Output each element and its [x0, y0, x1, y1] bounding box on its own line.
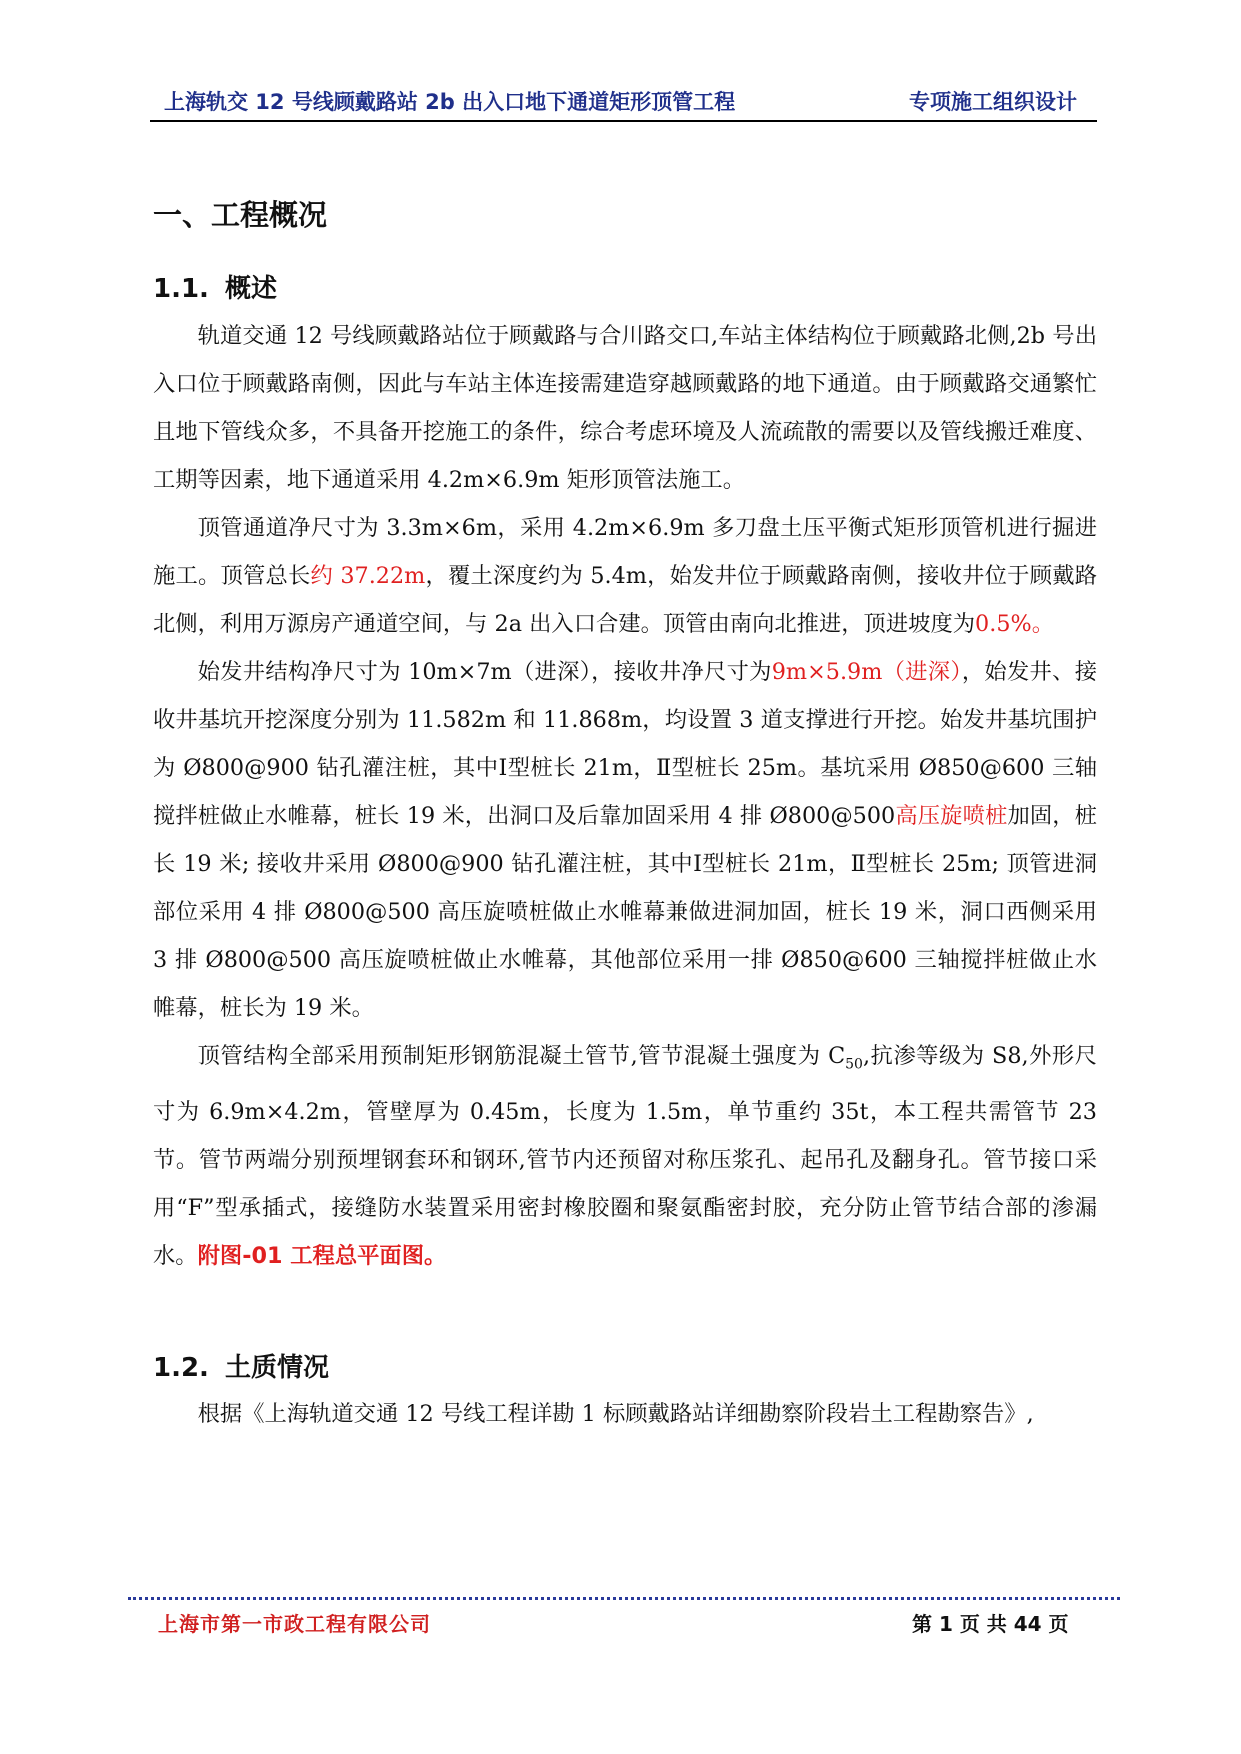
text-run: 轨道交通 12 号线顾戴路站位于顾戴路与合川路交口,车站主体结构位于顾戴路北侧,2b 号出入口位于顾戴路南侧，因此与车站主体连接需建造穿越顾戴路的地下通道。由于顾戴路交通繁忙且地下管线众多，不具备开挖施工的条件，综合考虑环境及人流疏散的需要以及管线搬迁难度、工期等因素，地下通道采用 4.2m×6.9m 矩形顶管法施工。 [153, 323, 1097, 493]
text-run: ,抗渗等级为 S8,外形尺寸为 6.9m×4.2m，管壁厚为 0.45m，长度为 1.5m，单节重约 35t，本工程共需管节 23 节。管节两端分别预埋钢套环和钢环,管节内还预留对称压浆孔、起吊孔及翻身孔。管节接口采用“F”型承插式，接缝防水装置采用密封橡胶圈和聚氨酯密封胶，充分防止管节结合部的渗漏水。 [153, 1043, 1097, 1270]
text-run: 根据《上海轨道交通 12 号线工程详勘 1 标顾戴路站详细勘察阶段岩土工程勘察告》, [197, 1401, 1034, 1427]
section-heading-1-1 [153, 268, 277, 305]
text-run: 顶管结构全部采用预制矩形钢筋混凝土管节,管节混凝土强度为 C [197, 1043, 846, 1069]
section-heading-1-2 [153, 1347, 329, 1384]
section-number: 1.2. [153, 1353, 209, 1383]
section-body-1-1 [153, 312, 1097, 1280]
section-number: 1.1. [153, 274, 209, 304]
text-run: 始发井结构净尺寸为 10m×7m（进深），接收井净尺寸为 [197, 659, 772, 685]
footer-company: 上海市第一市政工程有限公司 [158, 1612, 431, 1636]
header-doc-type: 专项施工组织设计 [909, 90, 1077, 114]
text-run: 附图-01 工程总平面图。 [197, 1243, 447, 1270]
paragraph [153, 1032, 1097, 1280]
section-title: 土质情况 [225, 1353, 330, 1383]
text-run: 加固，桩长 19 米; 接收井采用 Ø800@900 钻孔灌注桩，其中Ⅰ型桩长 21m，Ⅱ型桩长 25m; 顶管进洞部位采用 4 排 Ø800@500 高压旋喷桩做止水帷幕兼做进洞加固，桩长 19 米，洞口西侧采用 3 排 Ø800@500 高压旋喷桩做止水帷幕，其他部位采用一排 Ø850@600 三轴搅拌桩做止水帷幕，桩长为 19 米。 [153, 803, 1097, 1021]
paragraph [153, 504, 1097, 648]
text-run: ，覆土深度约为 5.4m，始发井位于顾戴路南侧，接收井位于顾戴路北侧，利用万源房产通道空间，与 2a 出入口合建。顶管由南向北推进，顶进坡度为 [153, 563, 1097, 637]
header-title: 上海轨交 12 号线顾戴路站 2b 出入口地下通道矩形顶管工程 [164, 90, 736, 114]
footer-divider [128, 1597, 1120, 1600]
paragraph [153, 312, 1097, 504]
text-run: 0.5%。 [975, 611, 1054, 637]
text-run: ，始发井、接收井基坑开挖深度分别为 11.582m 和 11.868m，均设置 3 道支撑进行开挖。始发井基坑围护为 Ø800@900 钻孔灌注桩，其中Ⅰ型桩长 21m，Ⅱ型桩长 25m。基坑采用 Ø850@600 三轴搅拌桩做止水帷幕，桩长 19 米，出洞口及后靠加固采用 4 排 Ø800@500 [153, 659, 1097, 829]
text-run: 约 37.22m [310, 563, 426, 589]
section-title: 概述 [225, 274, 278, 304]
text-run: 9m×5.9m（进深） [771, 659, 962, 685]
paragraph [153, 1390, 1097, 1438]
text-run: 50 [845, 1056, 863, 1073]
chapter-title: 一、工程概况 [153, 198, 328, 232]
page-header [150, 84, 1097, 122]
text-run: 顶管通道净尺寸为 3.3m×6m，采用 4.2m×6.9m 多刀盘土压平衡式矩形顶管机进行掘进施工。顶管总长 [153, 515, 1097, 589]
section-body-1-2 [153, 1390, 1097, 1438]
text-run: 高压旋喷桩 [895, 803, 1008, 829]
paragraph [153, 648, 1097, 1032]
footer-page-info: 第 1 页 共 44 页 [912, 1612, 1069, 1636]
